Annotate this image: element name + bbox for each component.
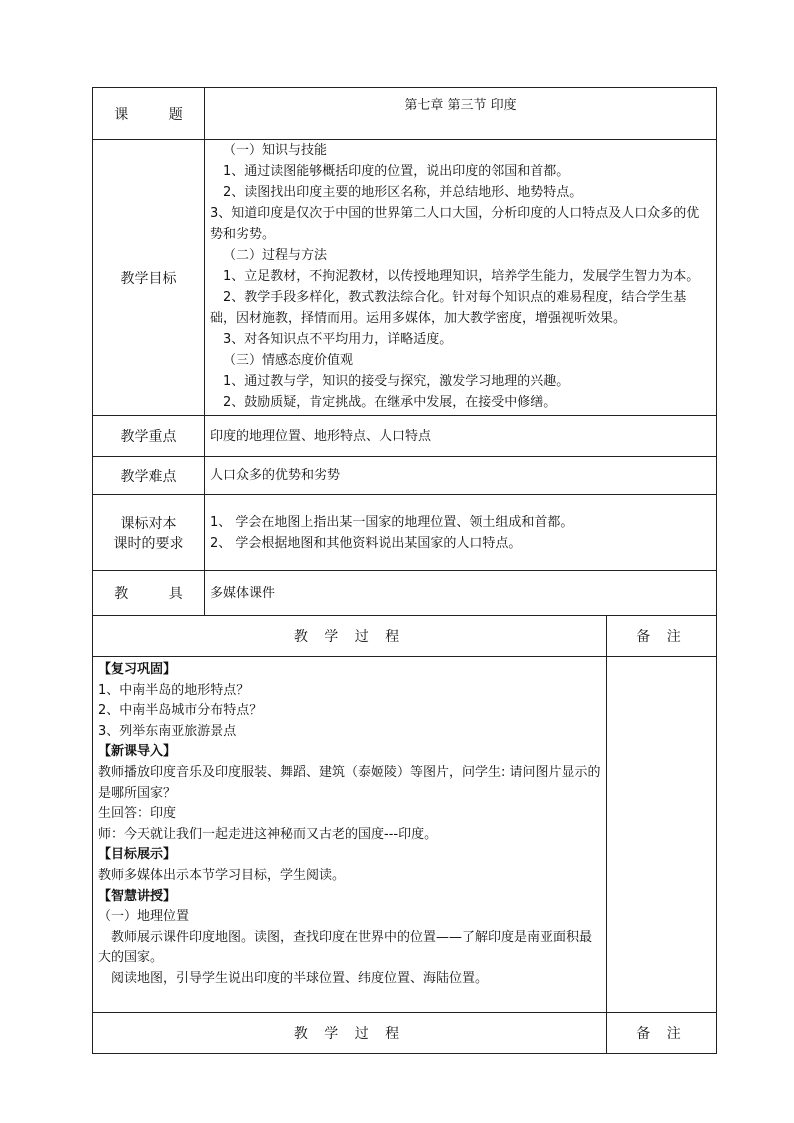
standards-row	[93, 495, 717, 571]
objective-line: 3、知道印度是仅次于中国的世界第二人口大国，分析印度的人口特点及人口众多的优势和劣势。	[210, 206, 700, 242]
standards-label-line2: 课时的要求	[113, 535, 184, 552]
student-answer: 生回答：印度	[98, 806, 177, 822]
review-item: 1、中南半岛的地形特点？	[98, 682, 250, 698]
objectives-content	[205, 140, 717, 416]
objective-line: 2、读图找出印度主要的地形区名称，并总结地形、地势特点。	[223, 185, 583, 200]
section-paragraph: 教师展示课件印度地图。读图，查找印度在世界中的位置——了解印度是南亚面积最大的国家。	[98, 929, 593, 966]
objective-line: （一）知识与技能	[223, 143, 328, 158]
objective-line: （三）情感态度价值观	[223, 353, 354, 368]
process-content	[93, 657, 607, 1013]
lesson-plan-sheet	[92, 87, 716, 1054]
review-item: 3、列举东南亚旅游景点	[98, 723, 237, 739]
standards-label	[93, 495, 205, 571]
objective-line: 2、教学手段多样化，教式教法综合化。针对每个知识点的难易程度，结合学生基础，因材施教，择情而用。运用多媒体，加大教学密度，增强视听效果。	[210, 290, 687, 326]
objective-line: 1、通过读图能够概括印度的位置，说出印度的邻国和首都。	[223, 164, 570, 179]
key-points-value: 印度的地理位置、地形特点、人口特点	[205, 416, 717, 457]
objectives-row	[93, 140, 717, 416]
standard-line: 2、 学会根据地图和其他资料说出某国家的人口特点。	[210, 535, 522, 551]
objective-line: 1、通过教与学，知识的接受与探究，激发学习地理的兴趣。	[223, 374, 570, 389]
process-header-bottom: 教 学 过 程	[93, 1013, 607, 1054]
lesson-plan-table	[92, 87, 717, 1054]
key-points-label: 教学重点	[93, 416, 205, 457]
tools-row	[93, 571, 717, 616]
tools-label: 教 具	[93, 571, 205, 616]
objective-line: 1、立足教材，不拘泥教材，以传授地理知识，培养学生能力，发展学生智力为本。	[223, 269, 700, 284]
intro-title: 【新课导入】	[98, 744, 177, 760]
tools-value: 多媒体课件	[205, 571, 717, 616]
difficulties-value: 人口众多的优势和劣势	[205, 457, 717, 495]
intro-text: 教师播放印度音乐及印度服装、舞蹈、建筑（泰姬陵）等图片，问学生: 请问图片显示的是哪所国家？	[98, 764, 601, 801]
standard-line: 1、 学会在地图上指出某一国家的地理位置、领土组成和首都。	[210, 514, 574, 530]
goal-title: 【目标展示】	[98, 847, 177, 863]
process-header-row-bottom	[93, 1013, 717, 1054]
difficulties-label: 教学难点	[93, 457, 205, 495]
key-points-row	[93, 416, 717, 457]
teacher-line: 师：今天就让我们一起走进这神秘而又古老的国度---印度。	[98, 826, 438, 842]
process-header-row	[93, 616, 717, 657]
review-item: 2、中南半岛城市分布特点？	[98, 703, 263, 719]
review-title: 【复习巩固】	[98, 662, 177, 677]
objectives-label: 教学目标	[93, 140, 205, 416]
topic-row	[93, 88, 717, 140]
difficulties-row	[93, 457, 717, 495]
topic-label: 课 题	[93, 88, 205, 140]
objective-line: 2、鼓励质疑，肯定挑战。在继承中发展，在接受中修缮。	[223, 395, 557, 410]
notes-header-bottom: 备 注	[607, 1013, 717, 1054]
goal-text: 教师多媒体出示本节学习目标，学生阅读。	[98, 867, 346, 883]
objective-line: （二）过程与方法	[223, 248, 328, 263]
objective-line: 3、对各知识点不平均用力，详略适度。	[223, 332, 453, 347]
lecture-title: 【智慧讲授】	[98, 888, 177, 904]
standards-label-line1: 课标对本	[120, 515, 177, 532]
topic-value: 第七章 第三节 印度	[205, 88, 717, 140]
notes-header: 备 注	[607, 616, 717, 657]
process-body-row	[93, 657, 717, 1013]
section-paragraph: 阅读地图，引导学生说出印度的半球位置、纬度位置、海陆位置。	[111, 970, 489, 986]
standards-content	[205, 495, 717, 571]
notes-cell	[607, 657, 717, 1013]
section-heading: （一）地理位置	[98, 909, 190, 925]
process-header: 教 学 过 程	[93, 616, 607, 657]
